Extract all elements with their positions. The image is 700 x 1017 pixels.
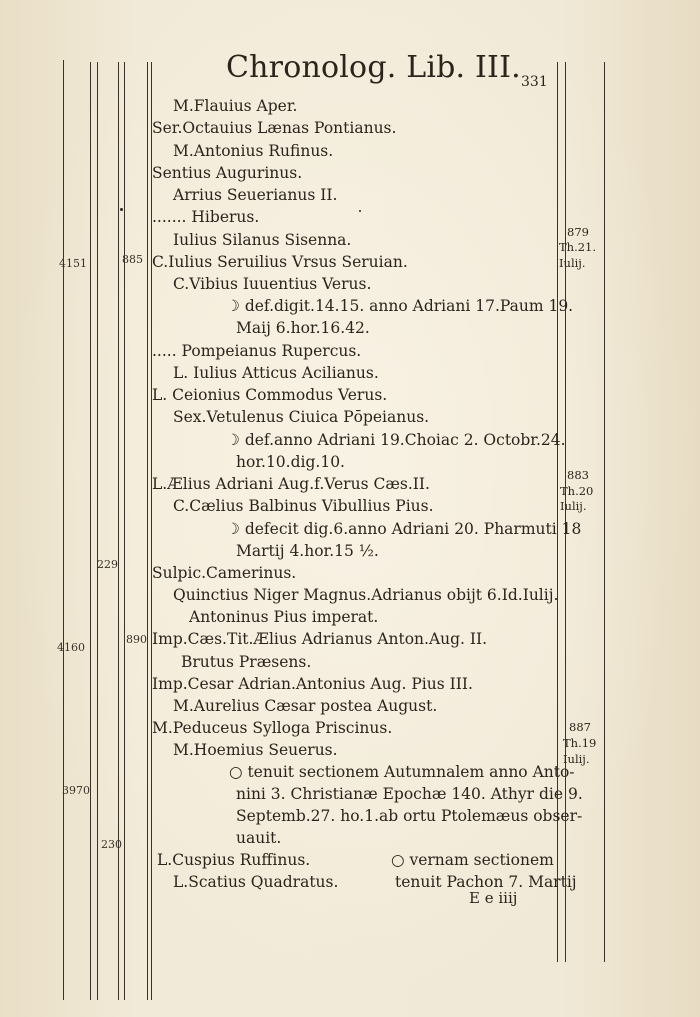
text-line: Ser.Octauius Lænas Pontianus. [152,119,397,137]
column-rule [604,62,605,962]
text-line: hor.10.dig.10. [236,453,345,471]
text-line: M.Peduceus Sylloga Priscinus. [152,719,393,737]
text-line: ○ tenuit sectionem Autumnalem anno Anto- [229,763,575,781]
page-number: 331 [521,74,548,90]
text-line: L.Ælius Adriani Aug.f.Verus Cæs.II. [152,475,430,493]
right-margin-note: 883 [567,468,589,482]
text-line: L.Scatius Quadratus. [173,873,339,891]
column-rule [151,62,152,1000]
right-margin-note: Iulij. [563,752,590,766]
text-line: C.Vibius Iuuentius Verus. [173,275,372,293]
text-line: L. Iulius Atticus Acilianus. [173,364,379,382]
text-line: Iulius Silanus Sisenna. [173,231,352,249]
text-line: uauit. [236,829,282,847]
right-margin-note: Th.20 [560,484,594,498]
text-line: M.Antonius Rufinus. [173,142,334,160]
text-line: nini 3. Christianæ Epochæ 140. Athyr die 9. [236,785,583,803]
right-margin-note: Th.21. [559,240,597,254]
column-rule [124,62,125,1000]
right-margin-note: 879 [567,225,589,239]
text-line: Maij 6.hor.16.42. [236,319,370,337]
margin-year: 4160 [57,641,85,654]
column-rule [63,60,64,1000]
column-rule [90,62,91,1000]
text-line: Brutus Præsens. [181,653,312,671]
margin-year: 4151 [59,257,87,270]
text-line: M.Hoemius Seuerus. [173,741,338,759]
column-rule [97,62,98,1000]
text-line: Antoninus Pius imperat. [189,608,379,626]
text-line: tenuit Pachon 7. Martij [395,873,577,891]
margin-number: 885 [122,253,143,266]
right-margin-note: Iulij. [559,256,586,270]
column-rule [557,62,558,962]
text-line: ☽ def.anno Adriani 19.Choiac 2. Octobr.24. [226,431,566,449]
text-line: ○ vernam sectionem [391,851,554,869]
text-line: C.Cælius Balbinus Vibullius Pius. [173,497,434,515]
text-line: M.Flauius Aper. [173,97,298,115]
right-margin-note: 887 [569,720,591,734]
margin-year: 3970 [62,784,90,797]
text-line: L. Ceionius Commodus Verus. [152,386,388,404]
running-header: Chronolog. Lib. III. [226,50,521,85]
text-line: ..... Pompeianus Rupercus. [152,342,362,360]
ink-speck [359,210,361,212]
text-line: Sex.Vetulenus Ciuica Pōpeianus. [173,408,430,426]
text-line: Sulpic.Camerinus. [152,564,297,582]
column-rule [147,62,148,1000]
column-rule [118,62,119,1000]
text-line: Sentius Augurinus. [152,164,303,182]
text-line: L.Cuspius Ruffinus. [157,851,311,869]
text-line: ☽ def.digit.14.15. anno Adriani 17.Paum 19. [226,297,574,315]
text-line: Septemb.27. ho.1.ab ortu Ptolemæus obser- [236,807,583,825]
right-margin-note: Iulij. [560,499,587,513]
text-line: Imp.Cæs.Tit.Ælius Adrianus Anton.Aug. II. [152,630,488,648]
text-line: Quinctius Niger Magnus.Adrianus obijt 6.Id.Iulij. [173,586,559,604]
text-line: C.Iulius Seruilius Vrsus Seruian. [152,253,408,271]
text-line: Martij 4.hor.15 ½. [236,542,379,560]
signature-mark: E e iiij [469,889,518,907]
right-margin-note: Th.19 [563,736,597,750]
text-line: ....... Hiberus. [152,208,260,226]
ink-speck [120,208,123,211]
text-line: Arrius Seuerianus II. [173,186,338,204]
margin-number: 230 [101,838,122,851]
text-line: M.Aurelius Cæsar postea August. [173,697,438,715]
text-line: Imp.Cesar Adrian.Antonius Aug. Pius III. [152,675,473,693]
text-line: ☽ defecit dig.6.anno Adriani 20. Pharmuti 18 [226,520,582,538]
margin-number: 890 [126,633,147,646]
margin-number: 229 [97,558,118,571]
